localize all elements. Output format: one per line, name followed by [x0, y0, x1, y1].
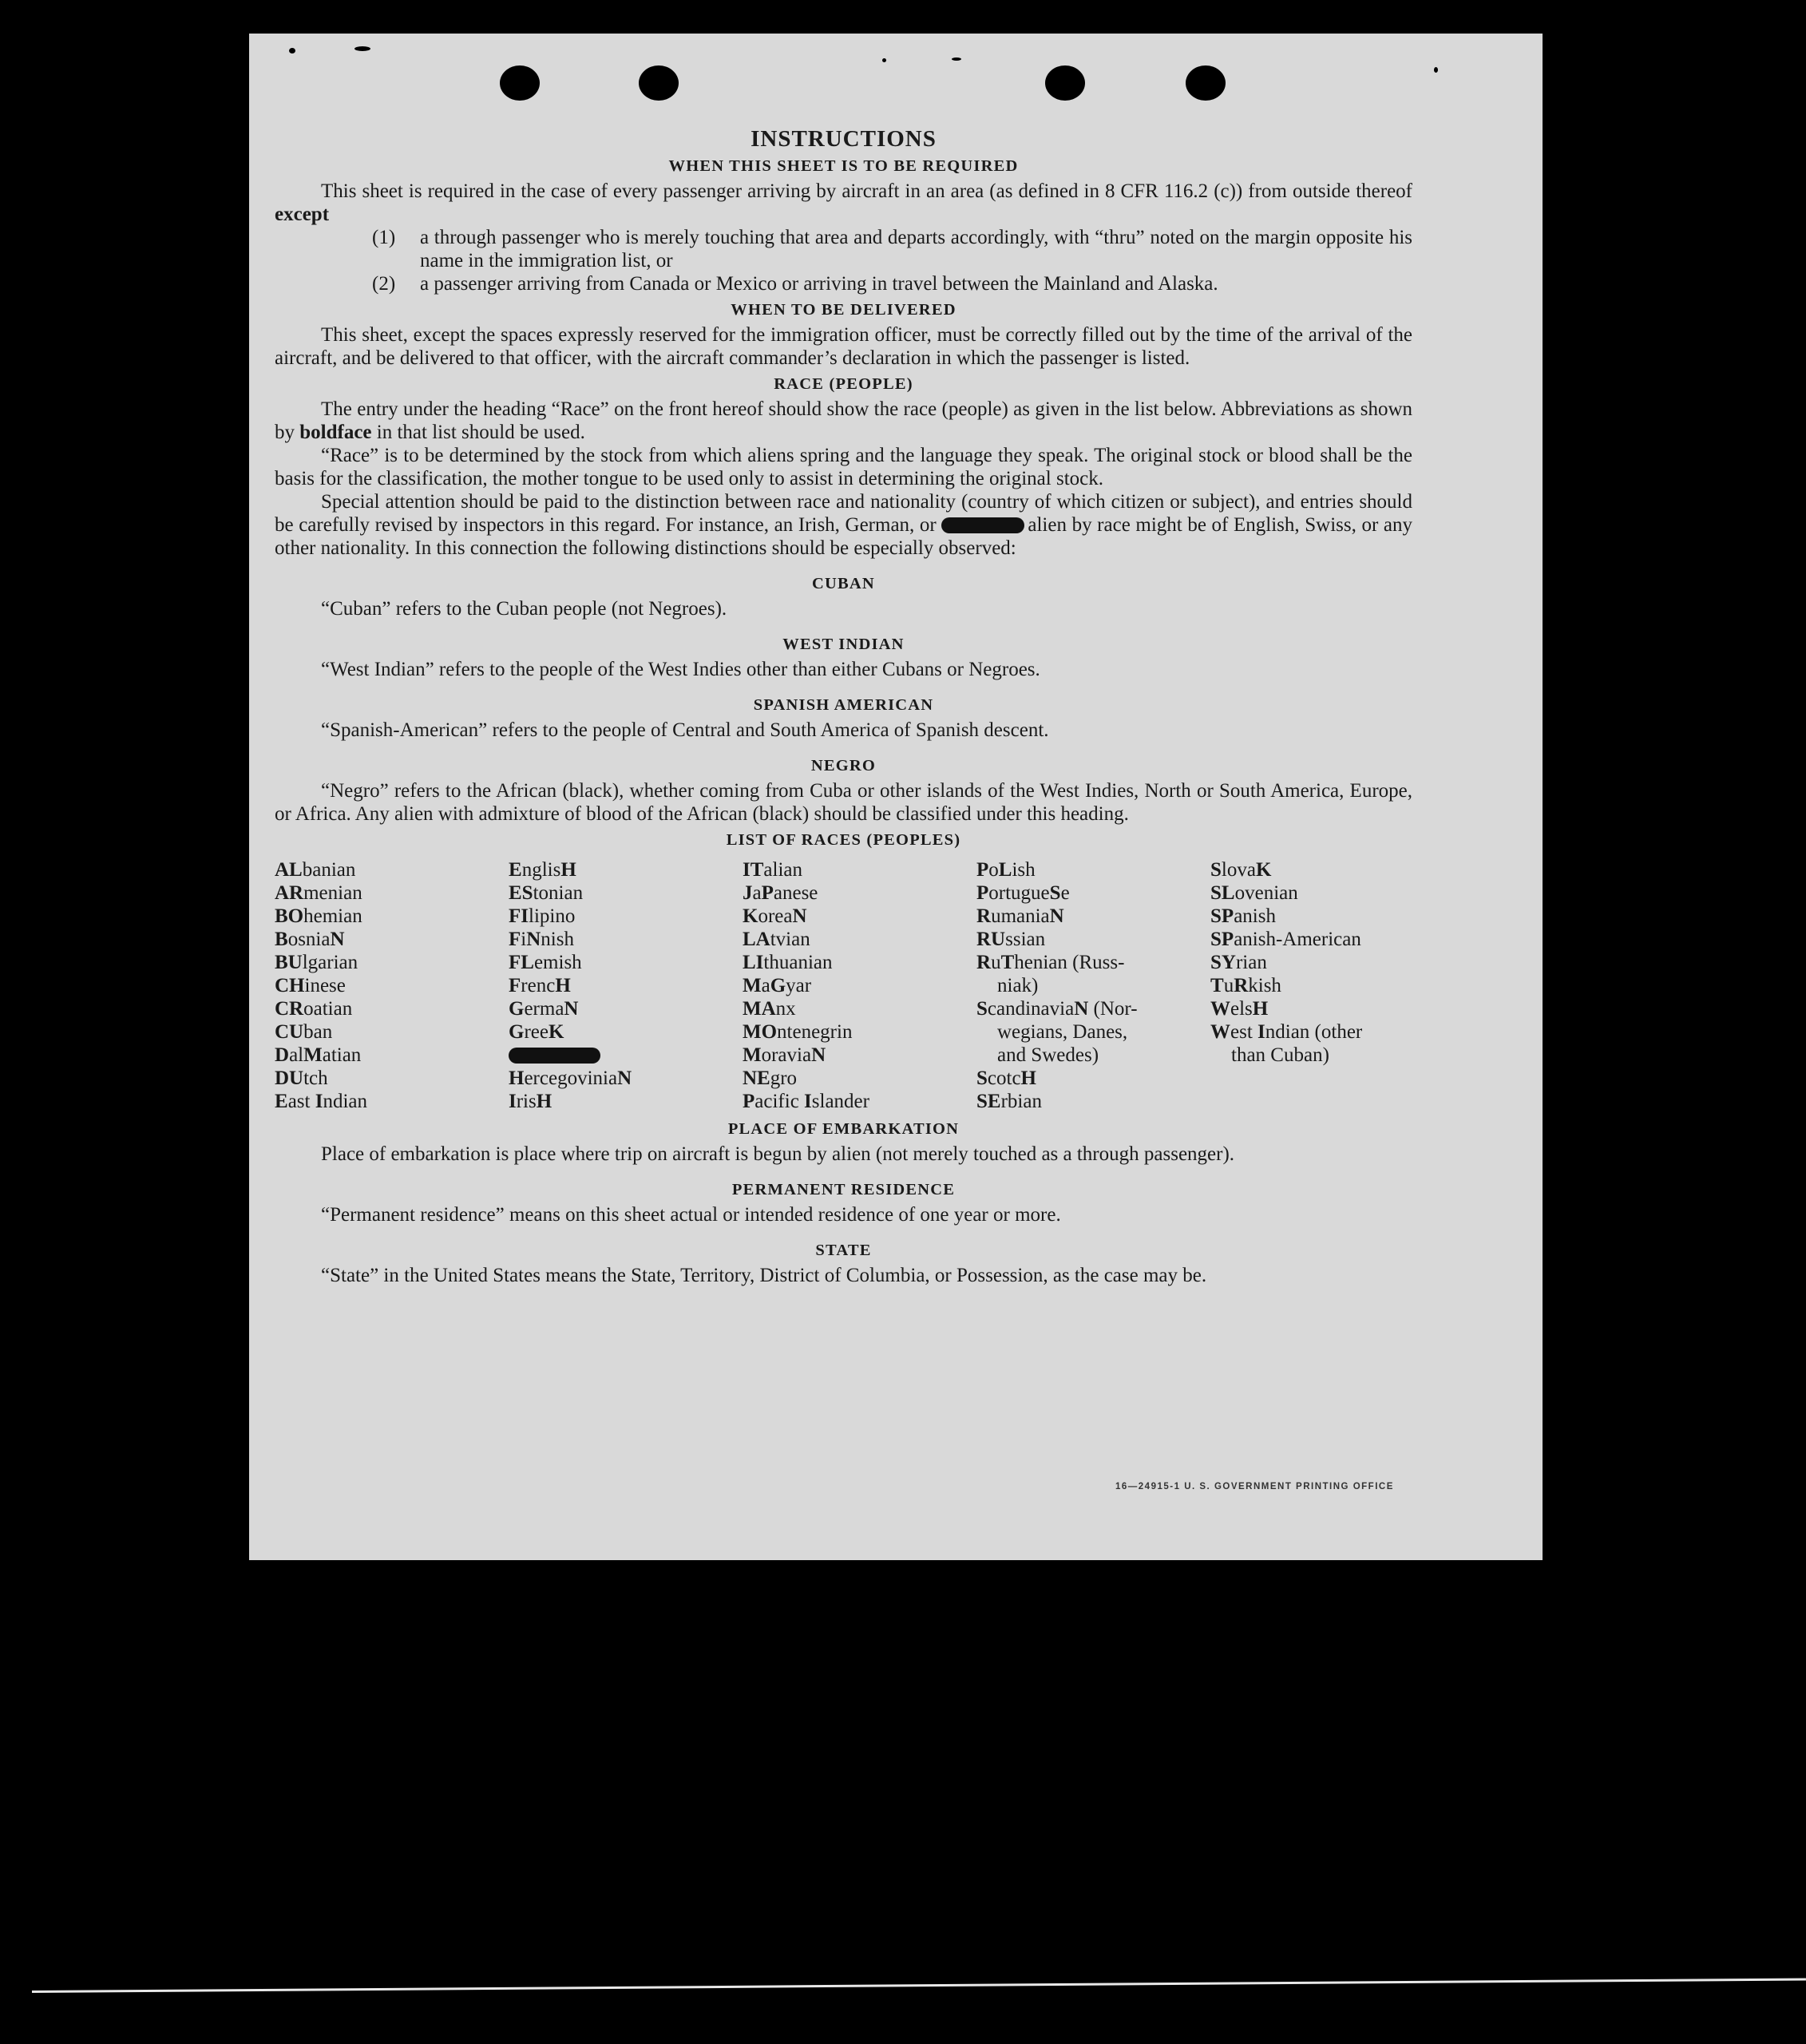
race-entry: SLovenian	[1210, 882, 1298, 904]
race-column	[509, 858, 743, 1113]
race-paragraph: “Race” is to be determined by the stock from which aliens spring and the language they speak. The original stock or blood shall be the basis for the classification, the mother tongue to be used only to assist in determining the original stock.	[275, 445, 1412, 489]
race-entry: DUtch	[275, 1068, 328, 1089]
race-entry: RuThenian (Russ-	[976, 952, 1125, 973]
heading-negro: NEGRO	[810, 757, 877, 774]
race-entry: TuRkish	[1210, 975, 1281, 996]
delivered-text: This sheet, except the spaces expressly reserved for the immigration officer, must be correctly filled out by the time of the arrival of the aircraft, and be delivered to that officer, with the aircraft commander’s declaration in which the passenger is listed.	[275, 324, 1412, 369]
race-entry: SlovaK	[1210, 859, 1272, 881]
race-entry: SErbian	[976, 1091, 1042, 1112]
race-entry: EStonian	[509, 882, 584, 904]
heading-list-of-races: LIST OF RACES (PEOPLES)	[726, 831, 961, 849]
race-entry: LIthuanian	[743, 952, 833, 973]
race-column	[743, 858, 976, 1113]
punch-hole	[1186, 65, 1226, 101]
race-entry: PoLish	[976, 859, 1036, 881]
race-entry: GreeK	[509, 1021, 564, 1043]
race-entry: East Indian	[275, 1091, 367, 1112]
race-column	[275, 858, 509, 1113]
race-entry: HercegoviniaN	[509, 1068, 632, 1089]
race-paragraph: Special attention should be paid to the distinction between race and nationality (country of which citizen or subject), and entries should be carefully revised by inspectors in this regard. For instance, an Irish, German, or alien by race might be of English, Swiss, or any other nationality. In this connection the following distinctions should be especially observed:	[275, 491, 1413, 559]
race-entry: and Swedes)	[997, 1044, 1099, 1066]
race-column	[1210, 858, 1444, 1113]
printing-office-code: 16—24915-1 U. S. GOVERNMENT PRINTING OFFICE	[1115, 1482, 1394, 1491]
race-entry: GermaN	[509, 998, 579, 1020]
race-entry	[509, 1044, 743, 1067]
punch-hole	[639, 65, 679, 101]
race-entry: MaGyar	[743, 975, 812, 996]
scan-edge-line	[32, 1978, 1806, 1993]
required-intro: This sheet is required in the case of every passenger arriving by aircraft in an area (as defined in 8 CFR 116.2 (c)) from outside thereof except	[275, 180, 1412, 225]
residence-text: “Permanent residence” means on this sheet actual or intended residence of one year or more.	[321, 1204, 1061, 1226]
race-entry: CUban	[275, 1021, 333, 1043]
races-list	[275, 858, 1412, 1113]
speck	[289, 48, 295, 53]
speck	[882, 58, 886, 62]
race-entry: MOntenegrin	[743, 1021, 853, 1043]
spanish-american-text: “Spanish-American” refers to the people of Central and South America of Spanish descent.	[321, 719, 1049, 741]
exception-item: (1) a through passenger who is merely touching that area and departs accordingly, with “thru” noted on the margin opposite his name in the immigration list, or	[372, 227, 1412, 271]
race-entry: CRoatian	[275, 998, 353, 1020]
race-entry: RumaniaN	[976, 905, 1064, 927]
embarkation-text: Place of embarkation is place where trip on aircraft is begun by alien (not merely touched as a through passenger).	[321, 1143, 1235, 1165]
race-entry: IrisH	[509, 1091, 552, 1112]
race-entry: Pacific Islander	[743, 1091, 869, 1112]
race-entry: CHinese	[275, 975, 346, 996]
heading-cuban: CUBAN	[812, 575, 875, 592]
heading-residence: PERMANENT RESIDENCE	[731, 1181, 956, 1198]
race-entry: niak)	[997, 975, 1039, 996]
heading-embarkation: PLACE OF EMBARKATION	[727, 1120, 960, 1138]
heading-delivered: WHEN TO BE DELIVERED	[731, 301, 956, 319]
punch-hole	[1045, 65, 1085, 101]
instruction-sheet	[249, 34, 1543, 1560]
redaction-mark	[941, 517, 1024, 533]
race-entry: MAnx	[743, 998, 796, 1020]
exception-item: (2) a passenger arriving from Canada or Mexico or arriving in travel between the Mainland and Alaska.	[372, 273, 1218, 295]
race-entry: NEgro	[743, 1068, 798, 1089]
document-body	[275, 128, 1412, 1287]
race-column	[976, 858, 1210, 1113]
race-entry: ScotcH	[976, 1068, 1036, 1089]
heading-west-indian: WEST INDIAN	[782, 636, 905, 653]
race-entry: than Cuban)	[1231, 1044, 1329, 1066]
race-entry: SPanish	[1210, 905, 1276, 927]
race-entry: BOhemian	[275, 905, 362, 927]
race-entry: SYrian	[1210, 952, 1267, 973]
race-entry: DalMatian	[275, 1044, 362, 1066]
race-entry: FiNnish	[509, 929, 574, 950]
race-entry: BosniaN	[275, 929, 345, 950]
race-entry: KoreaN	[743, 905, 807, 927]
race-entry: wegians, Danes,	[997, 1021, 1128, 1043]
race-entry: JaPanese	[743, 882, 818, 904]
race-entry: RUssian	[976, 929, 1046, 950]
negro-text: “Negro” refers to the African (black), whether coming from Cuba or other islands of the West Indies, North or South America, Europe, or Africa. Any alien with admixture of blood of the African (black) should be classified under this heading.	[275, 780, 1412, 825]
race-entry: ARmenian	[275, 882, 362, 904]
race-entry: BUlgarian	[275, 952, 358, 973]
race-entry: FIlipino	[509, 905, 576, 927]
punch-hole	[500, 65, 540, 101]
speck	[952, 57, 961, 61]
heading-required: WHEN THIS SHEET IS TO BE REQUIRED	[668, 157, 1019, 175]
heading-state: STATE	[815, 1242, 872, 1259]
race-entry: ALbanian	[275, 859, 356, 881]
race-entry: ScandinaviaN (Nor-	[976, 998, 1138, 1020]
race-entry: EnglisH	[509, 859, 576, 881]
cuban-text: “Cuban” refers to the Cuban people (not Negroes).	[321, 598, 727, 620]
race-entry: SPanish-American	[1210, 929, 1361, 950]
race-entry: PortugueSe	[976, 882, 1070, 904]
race-entry: FrencH	[509, 975, 571, 996]
race-paragraph: The entry under the heading “Race” on the front hereof should show the race (people) as given in the list below. Abbreviations as shown by boldface in that list should be used.	[275, 398, 1412, 443]
heading-race: RACE (PEOPLE)	[774, 375, 913, 393]
race-entry: MoraviaN	[743, 1044, 826, 1066]
speck	[1434, 67, 1438, 73]
race-entry: WelsH	[1210, 998, 1269, 1020]
redaction-mark	[509, 1048, 600, 1064]
speck	[354, 46, 370, 51]
race-entry: FLemish	[509, 952, 582, 973]
race-entry: LAtvian	[743, 929, 810, 950]
heading-spanish-american: SPANISH AMERICAN	[753, 696, 934, 714]
west-indian-text: “West Indian” refers to the people of the West Indies other than either Cubans or Negroes.	[321, 659, 1040, 680]
race-entry: West Indian (other	[1210, 1021, 1363, 1043]
race-entry: ITalian	[743, 859, 802, 881]
state-text: “State” in the United States means the State, Territory, District of Columbia, or Possession, as the case may be.	[321, 1265, 1207, 1286]
page-title: INSTRUCTIONS	[751, 126, 937, 152]
